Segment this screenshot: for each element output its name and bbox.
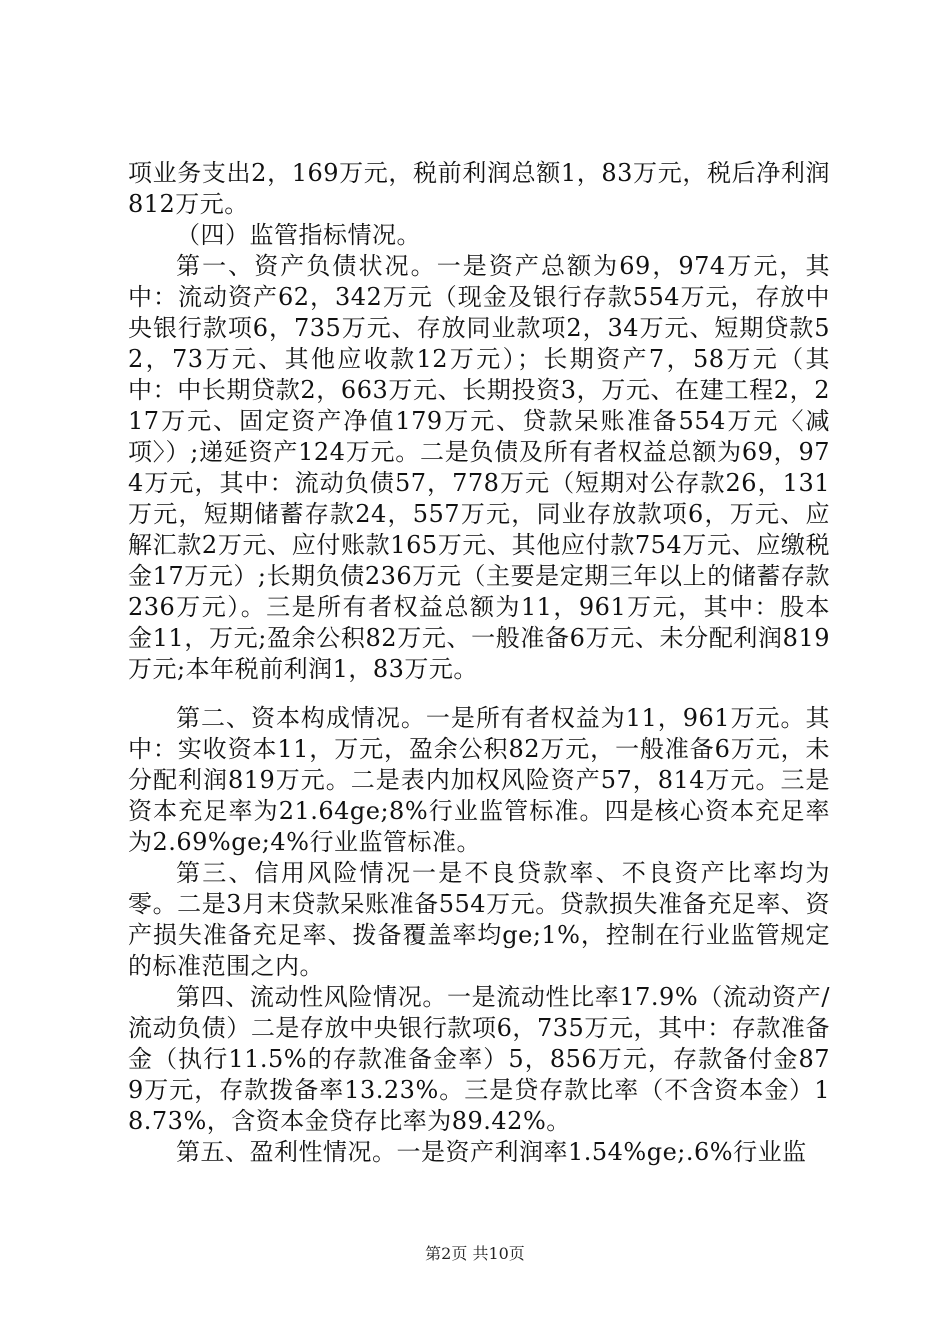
paragraph-liquidity-risk: 第四、流动性风险情况。一是流动性比率17.9%（流动资产/流动负债）二是存放中央银行款项6，735万元，其中：存款准备金（执行11.5%的存款准备金率）5，856万元，存款备付金879万元，存款拨备率13.23%。三是贷存款比率（不含资本金）18.73%，含资本金贷存比率为89.42%。	[128, 983, 830, 1135]
paragraph-profitability: 第五、盈利性情况。一是资产利润率1.54%ge;.6%行业监	[176, 1138, 807, 1166]
paragraph-continuation: 项业务支出2，169万元，税前利润总额1，83万元，税后净利润812万元。	[128, 159, 830, 218]
page-number-footer: 第2页 共10页	[425, 1244, 525, 1263]
paragraph-credit-risk: 第三、信用风险情况一是不良贷款率、不良资产比率均为零。二是3月末贷款呆账准备554万元。贷款损失准备充足率、资产损失准备充足率、拨备覆盖率均ge;1%，控制在行业监管规定的标准范围之内。	[128, 859, 830, 980]
paragraph-assets-liabilities: 第一、资产负债状况。一是资产总额为69，974万元，其中：流动资产62，342万元（现金及银行存款554万元，存放中央银行款项6，735万元、存放同业款项2，34万元、短期贷款52，73万元、其他应收款12万元）；长期资产7，58万元（其中：中长期贷款2，663万元、长期投资3，万元、在建工程2，217万元、固定资产净值179万元、贷款呆账准备554万元〈减项〉）;递延资产124万元。二是负债及所有者权益总额为69，974万元，其中：流动负债57，778万元（短期对公存款26，131万元，短期储蓄存款24，557万元，同业存放款项6，万元、应解汇款2万元、应付账款165万元、其他应付款754万元、应缴税金17万元）;长期负债236万元（主要是定期三年以上的储蓄存款236万元）。三是所有者权益总额为11，961万元，其中：股本金11，万元;盈余公积82万元、一般准备6万元、未分配利润819万元;本年税前利润1，83万元。	[128, 252, 830, 683]
paragraph-capital-structure: 第二、资本构成情况。一是所有者权益为11，961万元。其中：实收资本11，万元，盈余公积82万元，一般准备6万元，未分配利润819万元。二是表内加权风险资产57，814万元。三是资本充足率为21.64ge;8%行业监管标准。四是核心资本充足率为2.69%ge;4%行业监管标准。	[128, 704, 830, 856]
section-heading-regulatory-indicators: （四）监管指标情况。	[176, 221, 421, 249]
document-body	[128, 158, 830, 1168]
